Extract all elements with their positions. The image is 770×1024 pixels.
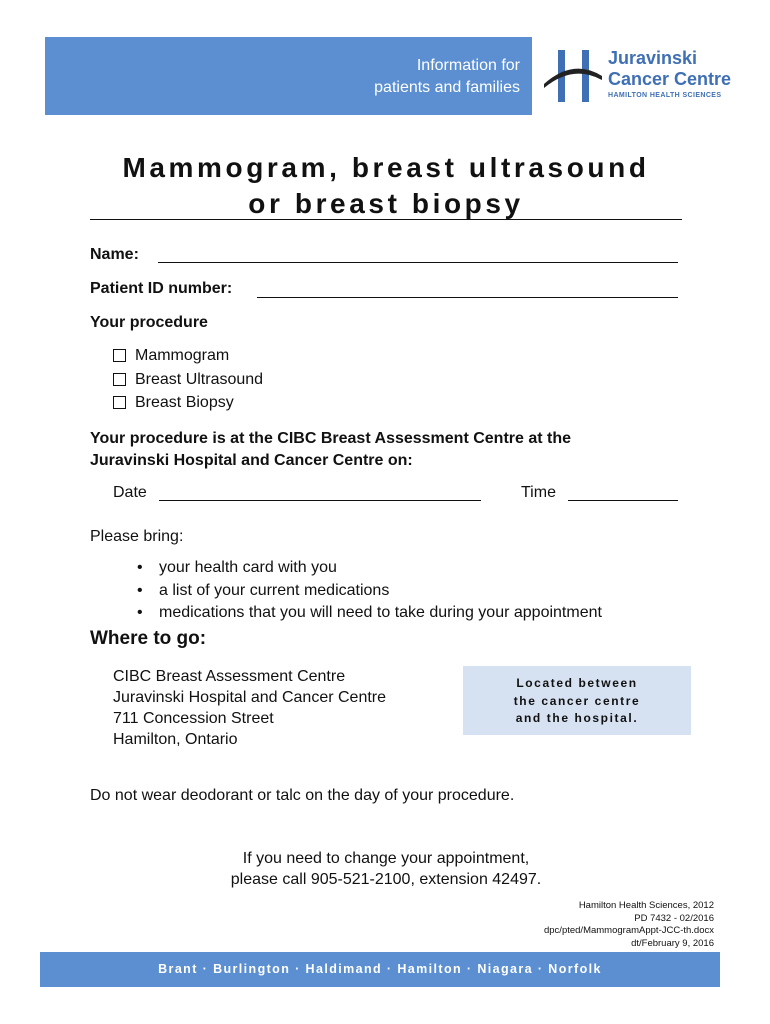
where-heading: Where to go:: [90, 628, 207, 649]
date-label: Date: [113, 484, 147, 501]
list-item: • medications that you will need to take during your appointment: [137, 602, 602, 625]
page-title: [90, 150, 682, 222]
title-line-1: Mammogram, breast ultrasound: [122, 152, 650, 183]
patient-id-field[interactable]: [257, 297, 678, 298]
checkbox[interactable]: [113, 349, 126, 362]
banner-line-1: Information for: [416, 57, 520, 74]
footnote-line: dpc/pted/MammogramAppt-JCC-th.docx: [543, 925, 714, 936]
procedure-option-mammogram[interactable]: [113, 344, 263, 368]
document-footnote: [544, 900, 714, 950]
list-item: • your health card with you: [137, 557, 602, 580]
located-note-line: Located between: [516, 676, 638, 690]
title-line-2: or breast biopsy: [248, 188, 524, 219]
location-intro: [90, 428, 690, 472]
deodorant-notice: Do not wear deodorant or talc on the day of your procedure.: [90, 787, 515, 804]
option-label: Breast Biopsy: [135, 394, 234, 411]
time-field[interactable]: [568, 500, 678, 501]
location-intro-line-2: Juravinski Hospital and Cancer Centre on:: [90, 452, 413, 469]
procedure-option-ultrasound[interactable]: [113, 368, 263, 392]
title-divider: [90, 219, 682, 220]
logo-name-line-1: Juravinski: [608, 48, 698, 68]
contact-info: [90, 848, 682, 890]
footer-banner: [40, 952, 720, 987]
patient-id-label: Patient ID number:: [90, 280, 233, 297]
banner-text: [374, 55, 520, 99]
address-line: CIBC Breast Assessment Centre: [113, 668, 346, 685]
procedure-heading: Your procedure: [90, 314, 208, 331]
checkbox[interactable]: [113, 373, 126, 386]
logo-subtitle: HAMILTON HEALTH SCIENCES: [608, 92, 722, 99]
date-field[interactable]: [159, 500, 481, 501]
located-note-line: the cancer centre: [513, 693, 641, 708]
located-note-line: and the hospital.: [515, 711, 639, 725]
procedure-option-biopsy[interactable]: [113, 391, 263, 415]
contact-line-2: please call 905-521-2100, extension 42497.: [230, 871, 542, 888]
bridge-logo-icon: [542, 46, 604, 106]
option-label: Breast Ultrasound: [135, 370, 264, 388]
location-intro-line-1: Your procedure is at the CIBC Breast Assessment Centre at the: [90, 430, 572, 447]
address-block: [113, 666, 386, 750]
logo-name-line-2: Cancer Centre: [608, 69, 732, 89]
address-line: Hamilton, Ontario: [113, 731, 238, 748]
procedure-checklist: [113, 344, 263, 415]
bring-heading: Please bring:: [90, 528, 184, 545]
time-label: Time: [521, 484, 556, 501]
checkbox[interactable]: [113, 396, 126, 409]
footnote-line: dt/February 9, 2016: [631, 937, 714, 949]
contact-line-1: If you need to change your appointment,: [242, 850, 530, 867]
juravinski-logo: [542, 46, 732, 106]
address-line: Juravinski Hospital and Cancer Centre: [113, 689, 387, 706]
logo-name: [608, 48, 731, 90]
footer-regions: Brant · Burlington · Haldimand · Hamilton · Niagara · Norfolk: [158, 962, 602, 976]
address-line: 711 Concession Street: [113, 710, 274, 727]
located-note-box: [463, 666, 691, 735]
footnote-line: Hamilton Health Sciences, 2012: [578, 900, 714, 911]
option-label: Mammogram: [135, 347, 230, 364]
footnote-line: PD 7432 - 02/2016: [634, 912, 714, 924]
name-field[interactable]: [158, 262, 678, 263]
list-item: • a list of your current medications: [137, 580, 602, 603]
name-label: Name:: [90, 246, 139, 263]
bring-list: [137, 557, 602, 625]
banner-line-2: patients and families: [374, 79, 520, 96]
header-banner: [45, 37, 532, 115]
